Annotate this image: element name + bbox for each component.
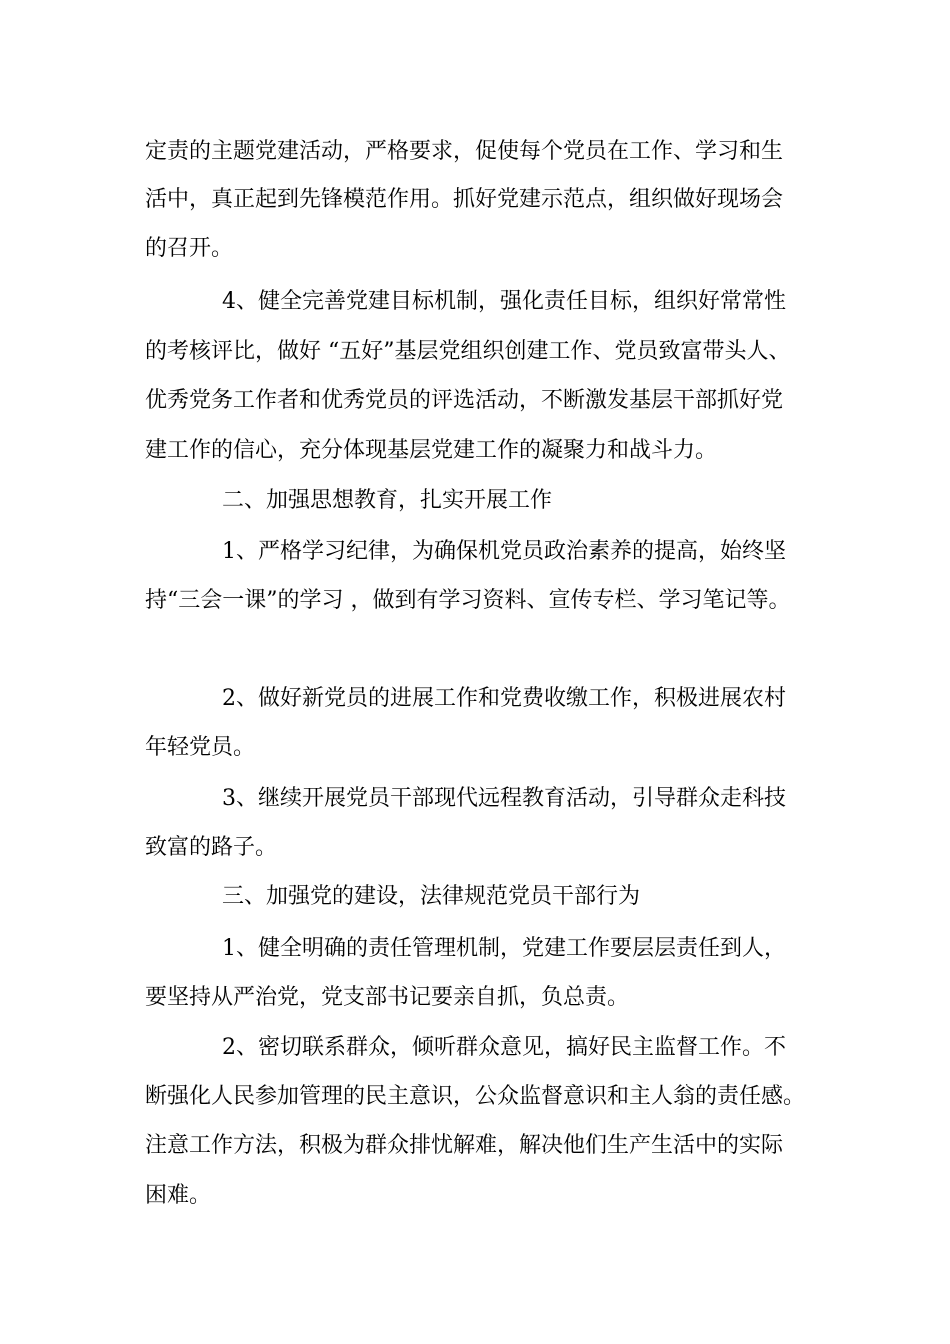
text-line: 的召开。	[145, 236, 234, 261]
text-line: 断强化人民参加管理的民主意识，公众监督意识和主人翁的责任感。	[145, 1084, 806, 1109]
section-heading: 二、加强思想教育，扎实开展工作	[222, 488, 553, 513]
section-heading: 三、加强党的建设，法律规范党员干部行为	[222, 884, 641, 909]
text-line: 的考核评比，做好 “五好”基层党组织创建工作、党员致富带头人、	[145, 339, 791, 364]
text-line: 1、严格学习纪律，为确保机党员政治素养的提高，始终坚	[222, 539, 786, 564]
text-line: 2、密切联系群众，倾听群众意见，搞好民主监督工作。不	[222, 1035, 786, 1060]
text-line: 活中，真正起到先锋模范作用。抓好党建示范点，组织做好现场会	[145, 187, 784, 212]
text-line: 要坚持从严治党，党支部书记要亲自抓，负总责。	[145, 985, 630, 1010]
text-line: 持“三会一课”的学习 ，做到有学习资料、宣传专栏、学习笔记等。	[145, 588, 791, 613]
text-line: 2、做好新党员的进展工作和党费收缴工作，积极进展农村	[222, 686, 786, 711]
text-line: 致富的路子。	[145, 835, 278, 860]
text-line: 困难。	[145, 1183, 212, 1208]
text-line: 定责的主题党建活动，严格要求，促使每个党员在工作、学习和生	[145, 139, 784, 164]
text-line: 4、健全完善党建目标机制，强化责任目标，组织好常常性	[222, 289, 786, 314]
text-line: 1、健全明确的责任管理机制，党建工作要层层责任到人，	[222, 936, 786, 961]
text-line: 3、继续开展党员干部现代远程教育活动，引导群众走科技	[222, 786, 786, 811]
text-line: 年轻党员。	[145, 735, 256, 760]
text-line: 建工作的信心，充分体现基层党建工作的凝聚力和战斗力。	[145, 438, 718, 463]
text-line: 优秀党务工作者和优秀党员的评选活动，不断激发基层干部抓好党	[145, 388, 784, 413]
text-line: 注意工作方法，积极为群众排忧解难，解决他们生产生活中的实际	[145, 1133, 784, 1158]
